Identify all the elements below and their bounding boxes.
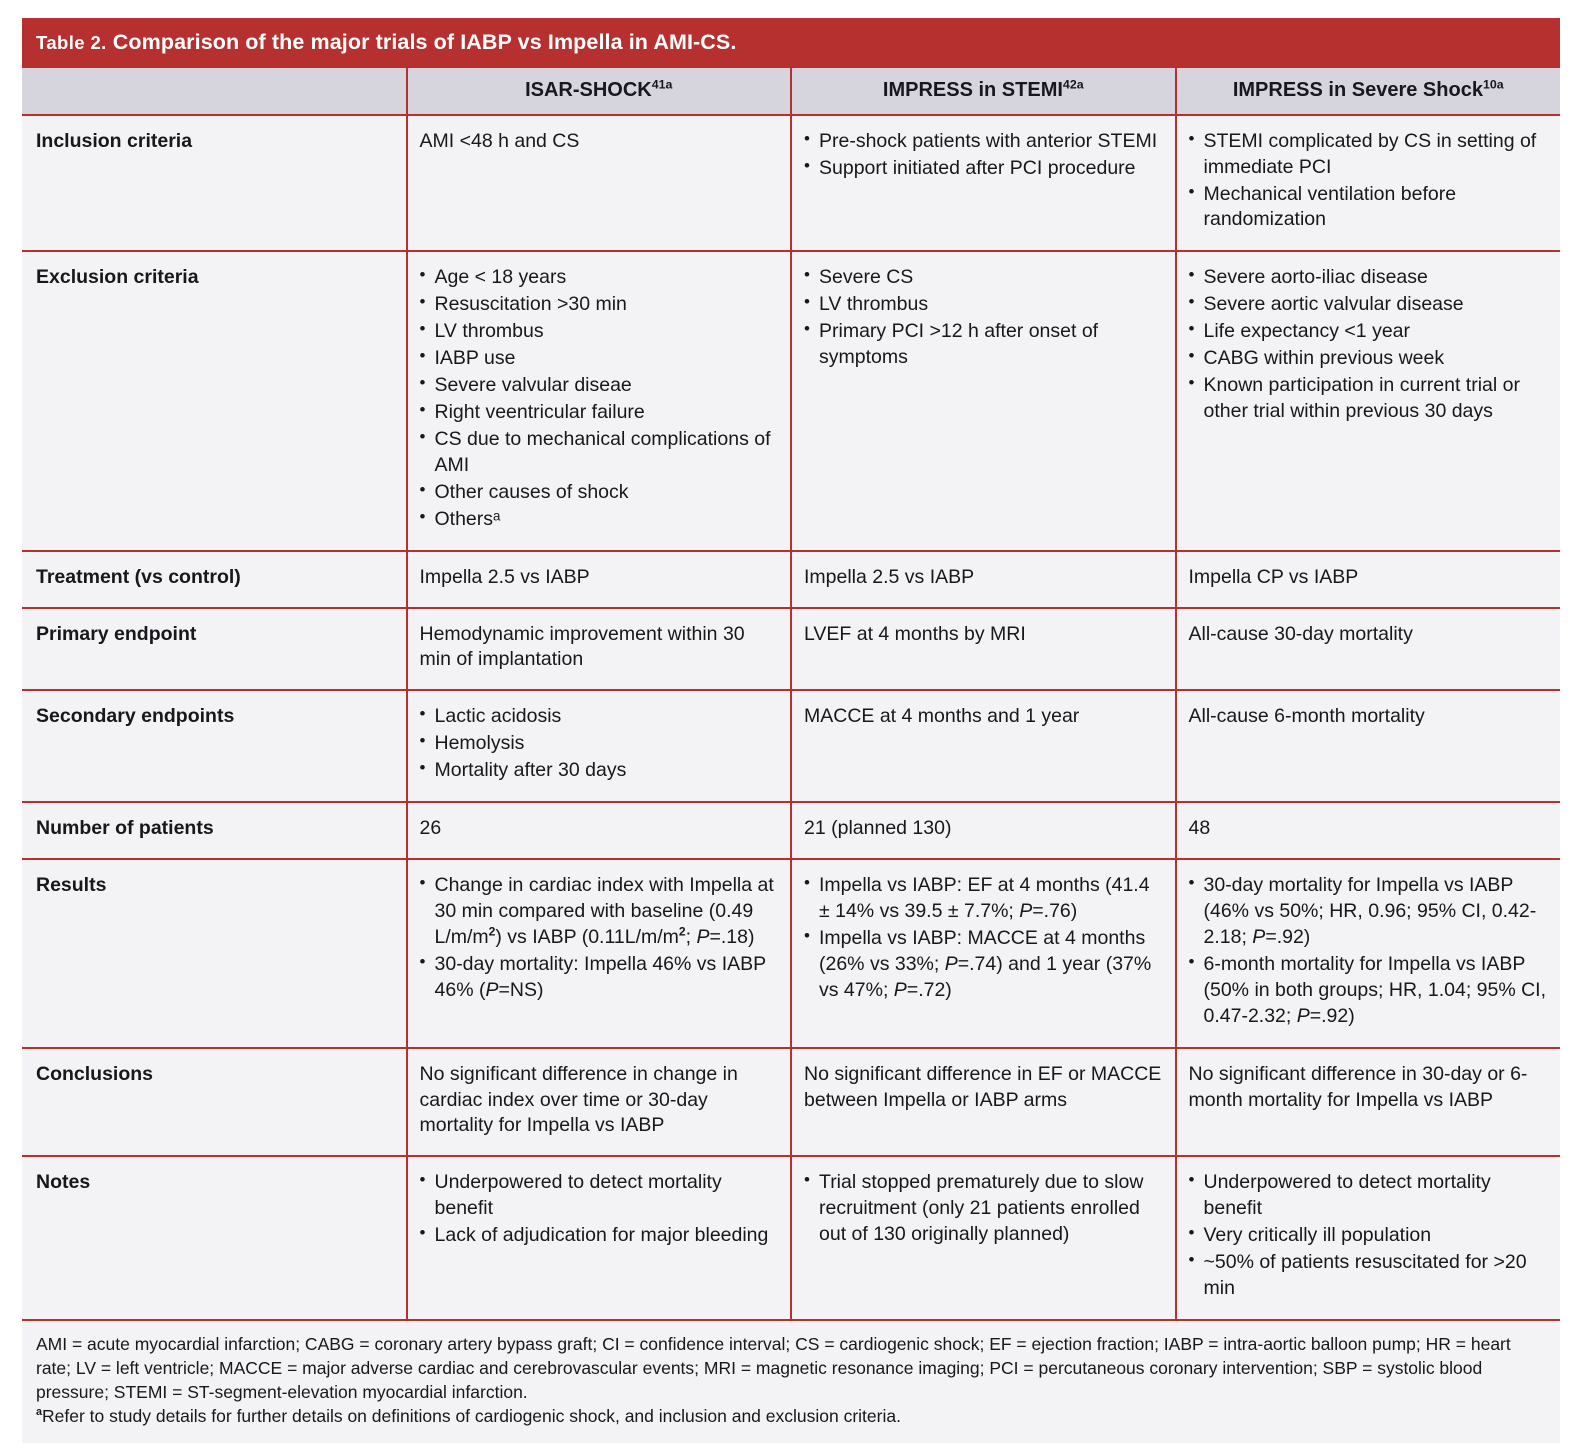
row-label: Results [22, 859, 407, 1048]
table-row [22, 608, 1560, 691]
bullet-item: • 30-day mortality: Impella 46% vs IABP 46% (P=NS) [420, 952, 779, 1004]
row-label: Notes [22, 1156, 407, 1320]
bullet-item: • Change in cardiac index with Impella at 30 min compared with baseline (0.49 $L/m/m^2$) vs IABP ($0.11L/m/m^2$; P=.18) [420, 873, 779, 951]
cell-text: LVEF at 4 months by MRI [804, 622, 1026, 645]
cell-isar-shock [407, 1156, 792, 1320]
cell-impress-severe-shock [1176, 251, 1561, 550]
bullet-list [420, 704, 779, 784]
column-header-impress-severe-shock-ref: 10a [1482, 77, 1504, 92]
bullet-item: • Support initiated after PCI procedure [804, 156, 1163, 182]
bullet-item: • CABG within previous week [1189, 346, 1549, 372]
cell-text: MACCE at 4 months and 1 year [804, 705, 1080, 728]
bullet-item: • Known participation in current trial or other trial within previous 30 days [1189, 373, 1549, 425]
table-footnote [22, 1320, 1560, 1443]
table-row [22, 115, 1560, 252]
cell-text: Hemodynamic improvement within 30 min of implantation [419, 622, 745, 671]
column-header-isar-shock-ref: 41a [651, 77, 673, 92]
table-row [22, 251, 1560, 550]
footnote-row [22, 1320, 1560, 1443]
bullet-list [420, 873, 779, 1004]
bullet-item: • Resuscitation >30 min [420, 292, 779, 318]
bullet-list [1189, 129, 1549, 234]
bullet-item: • Age < 18 years [420, 265, 779, 291]
bullet-item: • Primary PCI >12 h after onset of symptoms [804, 319, 1163, 371]
bullet-list [804, 265, 1163, 371]
bullet-item: • Pre-shock patients with anterior STEMI [804, 129, 1163, 155]
cell-impress-stemi [791, 551, 1176, 608]
bullet-item: • Severe aorto-iliac disease [1189, 265, 1549, 291]
cell-isar-shock [407, 690, 792, 802]
bullet-item: • STEMI complicated by CS in setting of immediate PCI [1189, 129, 1549, 181]
row-label: Number of patients [22, 802, 407, 859]
cell-text: Impella CP vs IABP [1188, 565, 1359, 588]
bullet-item: • Impella vs IABP: EF at 4 months (41.4 ± 14% vs 39.5 ± 7.7%; P=.76) [804, 873, 1163, 925]
column-header-impress-stemi [791, 68, 1176, 115]
bullet-item: • 6-month mortality for Impella vs IABP (50% in both groups; HR, 1.04; 95% CI, 0.47-2.32; P=.92) [1189, 952, 1549, 1030]
cell-isar-shock [407, 551, 792, 608]
cell-impress-stemi [791, 690, 1176, 802]
cell-text: All-cause 6-month mortality [1188, 705, 1425, 728]
cell-impress-severe-shock [1176, 859, 1561, 1048]
table-header-row [22, 68, 1560, 115]
cell-impress-stemi [791, 859, 1176, 1048]
bullet-list [1189, 873, 1549, 1030]
bullet-item: • Severe valvular diseae [420, 373, 779, 399]
table-row [22, 690, 1560, 802]
column-header-isar-shock-label: ISAR-SHOCK [525, 78, 652, 101]
column-header-impress-severe-shock [1176, 68, 1561, 115]
cell-isar-shock [407, 608, 792, 691]
cell-text: 48 [1188, 817, 1211, 840]
bullet-item: • Hemolysis [420, 731, 779, 757]
bullet-item: • Mechanical ventilation before randomization [1189, 182, 1549, 234]
cell-text: 26 [419, 817, 442, 840]
table-row [22, 802, 1560, 859]
column-header-impress-stemi-ref: 42a [1062, 77, 1084, 92]
cell-text: AMI <48 h and CS [419, 129, 580, 152]
cell-text: No significant difference in EF or MACCE between Impella or IABP arms [804, 1062, 1162, 1111]
cell-isar-shock [407, 1048, 792, 1157]
cell-isar-shock [407, 802, 792, 859]
bullet-item: • Underpowered to detect mortality benefit [420, 1170, 779, 1222]
row-label: Exclusion criteria [22, 251, 407, 550]
row-label: Secondary endpoints [22, 690, 407, 802]
cell-impress-stemi [791, 802, 1176, 859]
bullet-item: • Mortality after 30 days [420, 758, 779, 784]
cell-text: Impella 2.5 vs IABP [804, 565, 975, 588]
cell-impress-severe-shock [1176, 802, 1561, 859]
bullet-list [804, 129, 1163, 182]
footnote-marker-a: a [36, 1406, 43, 1419]
cell-impress-severe-shock [1176, 1048, 1561, 1157]
row-label: Treatment (vs control) [22, 551, 407, 608]
bullet-item: • ~50% of patients resuscitated for >20 min [1189, 1250, 1549, 1302]
bullet-item: • LV thrombus [804, 292, 1163, 318]
bullet-list [1189, 1170, 1549, 1302]
column-header-isar-shock [407, 68, 792, 115]
cell-impress-stemi [791, 1156, 1176, 1320]
table-title-text: Comparison of the major trials of IABP vs Impella in AMI-CS. [106, 30, 737, 54]
row-label: Primary endpoint [22, 608, 407, 691]
bullet-item: • Right veentricular failure [420, 400, 779, 426]
cell-impress-severe-shock [1176, 1156, 1561, 1320]
bullet-item: • Other causes of shock [420, 480, 779, 506]
table-title-prefix: Table 2. [36, 32, 107, 53]
cell-text: Impella 2.5 vs IABP [419, 565, 590, 588]
bullet-item: • 30-day mortality for Impella vs IABP (46% vs 50%; HR, 0.96; 95% CI, 0.42-2.18; P=.92) [1189, 873, 1549, 951]
table-row [22, 551, 1560, 608]
header-corner-cell [22, 68, 407, 115]
cell-isar-shock [407, 859, 792, 1048]
bullet-item: • Underpowered to detect mortality benefit [1189, 1170, 1549, 1222]
bullet-item: • Severe CS [804, 265, 1163, 291]
cell-isar-shock [407, 251, 792, 550]
bullet-list [804, 873, 1163, 1004]
bullet-item: • Othersᵃ [420, 507, 779, 533]
cell-text: All-cause 30-day mortality [1188, 622, 1413, 645]
table-title [22, 18, 1560, 68]
cell-impress-severe-shock [1176, 115, 1561, 252]
comparison-table [22, 18, 1560, 1443]
table-row [22, 1048, 1560, 1157]
bullet-list [1189, 265, 1549, 425]
cell-impress-stemi [791, 608, 1176, 691]
column-header-impress-severe-shock-label: IMPRESS in Severe Shock [1232, 78, 1483, 101]
row-label: Conclusions [22, 1048, 407, 1157]
cell-text: No significant difference in change in cardiac index over time or 30-day mortality for Impella vs IABP [419, 1062, 738, 1137]
bullet-list [420, 1170, 779, 1249]
cell-impress-stemi [791, 1048, 1176, 1157]
footnote-abbreviations: AMI = acute myocardial infarction; CABG = coronary artery bypass graft; CI = confidence interval; CS = cardiogenic shock; EF = ejection fraction; IABP = intra-aortic balloon pump; HR = heart rate; LV = left ventricle; MACCE = major adverse cardiac and cerebrovascular events; MRI = magnetic resonance imaging; PCI = percutaneous coronary intervention; SBP = systolic blood pressure; STEMI = ST-segment-elevation myocardial infarction. [36, 1333, 1511, 1403]
cell-impress-severe-shock [1176, 690, 1561, 802]
bullet-item: • Lactic acidosis [420, 704, 779, 730]
cell-impress-severe-shock [1176, 551, 1561, 608]
cell-impress-severe-shock [1176, 608, 1561, 691]
table-row [22, 1156, 1560, 1320]
bullet-item: • Lack of adjudication for major bleeding [420, 1223, 779, 1249]
row-label: Inclusion criteria [22, 115, 407, 252]
bullet-item: • Impella vs IABP: MACCE at 4 months (26% vs 33%; P=.74) and 1 year (37% vs 47%; P=.72) [804, 926, 1163, 1004]
cell-impress-stemi [791, 115, 1176, 252]
footnote-note-a [36, 1404, 1546, 1428]
table-title-row [22, 18, 1560, 68]
bullet-item: • CS due to mechanical complications of AMI [420, 427, 779, 479]
bullet-list [420, 265, 779, 532]
bullet-item: • LV thrombus [420, 319, 779, 345]
bullet-list [804, 1170, 1163, 1248]
bullet-item: • Trial stopped prematurely due to slow recruitment (only 21 patients enrolled out of 130 originally planned) [804, 1170, 1163, 1248]
cell-text: 21 (planned 130) [804, 817, 952, 840]
cell-impress-stemi [791, 251, 1176, 550]
bullet-item: • Very critically ill population [1189, 1223, 1549, 1249]
table-body [22, 115, 1560, 1320]
bullet-item: • IABP use [420, 346, 779, 372]
bullet-item: • Severe aortic valvular disease [1189, 292, 1549, 318]
table-row [22, 859, 1560, 1048]
footnote-note-a-text: Refer to study details for further details on definitions of cardiogenic shock, and inclusion and exclusion criteria. [42, 1406, 901, 1427]
cell-isar-shock [407, 115, 792, 252]
bullet-item: • Life expectancy <1 year [1189, 319, 1549, 345]
cell-text: No significant difference in 30-day or 6-month mortality for Impella vs IABP [1188, 1062, 1528, 1111]
column-header-impress-stemi-label: IMPRESS in STEMI [882, 78, 1063, 101]
